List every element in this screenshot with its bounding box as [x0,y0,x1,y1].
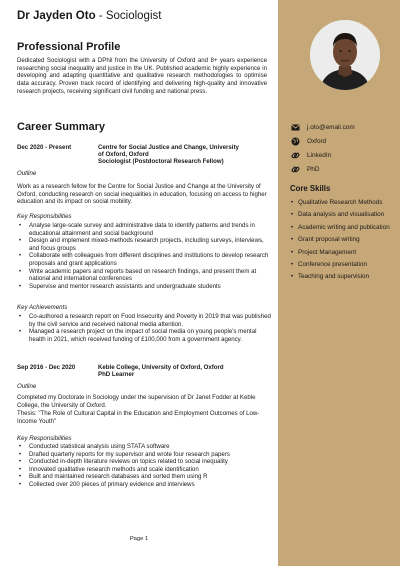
skill-item: • Data analysis and visualisation [291,211,396,218]
list-item: • Collaborate with colleagues from different disciplines and institutions to develop research proposals and grant applications [17,252,273,267]
list-item: • Conducted statistical analysis using STATA software [17,443,273,451]
list-item: • Collected over 200 pieces of primary evidence and interviews [17,481,273,489]
job-2-thesis: Thesis: "The Role of Cultural Capital in the Education and Employment Outcomes of Low-Income Youth" [17,410,260,425]
contact-email-text: j.oto@email.com [307,123,355,131]
list-item: • Write academic papers and reports based on research findings, and present them at national and international conferences [17,268,273,283]
skill-item: • Grant proposal writing [291,236,396,243]
contact-location [290,134,355,148]
job-2-org [98,364,268,378]
skill-item: • Academic writing and publication [291,224,396,231]
job-2-outline-label: Outline [17,383,37,390]
list-item: • Built and maintained research databases and sorted them using R [17,473,273,481]
portrait-image [310,20,380,90]
email-icon [290,122,300,132]
page-title [17,10,161,22]
title-separator: - [95,10,106,22]
job-2-outline: Completed my Doctorate in Sociology under the supervision of Dr Janet Fodder at Keble College, the University of Oxford. [17,394,256,409]
list-item: • Conducted in-depth literature reviews on topics related to social inequality [17,458,273,466]
list-item: • Drafted quarterly reports for my supervisor and wrote four research papers [17,451,273,459]
list-item: • Innovated qualitative research methods and scale identification [17,466,273,474]
globe-icon [290,136,300,146]
contact-linkedin-text: LinkedIn [307,151,332,159]
profile-text: Dedicated Sociologist with a DPhil from the University of Oxford and 8+ years experience researching social inequality and justice in the UK. Published academic highly experience in developing and adapting quantitative and qualitative research methodologies to optimise data accuracy. Proven track record of identifying and delivering high-quality and innovative research projects, receiving significant civil funding and national press. [17,57,267,95]
candidate-title: Sociologist [105,10,162,22]
list-item: • Managed a research project on the impact of social media on young people's mental health in 2021, which received funding of £100,000 from a government agency. [17,328,273,343]
skill-item: • Qualitative Research Methods [291,199,396,206]
contact-location-text: Oxford [307,137,327,145]
skill-item: • Conference presentation [291,261,396,268]
job-1-ach-label: Key Achievements [17,304,68,311]
job-2-resp-label: Key Responsibilities [17,435,72,442]
list-item: • Analyse large-scale survey and administrative data to identify patterns and trends in educational attainment and social background [17,222,273,237]
job-1-org-line2: of Oxford, Oxford [98,151,149,159]
contact-phd[interactable] [290,162,355,176]
contact-linkedin[interactable] [290,148,355,162]
job-1-org-line1: Centre for Social Justice and Change, University [98,144,239,151]
contact-phd-text: PhD [307,165,320,173]
job-1-achievements [17,313,273,343]
list-item: • Supervise and mentor research assistants and undergraduate students [17,283,273,291]
job-2-dates: Sep 2016 - Dec 2020 [17,364,76,371]
job-1-resp-label: Key Responsibilities [17,213,72,220]
job-2-role: PhD Learner [98,371,135,379]
skills-heading: Core Skills [290,184,331,193]
link-icon [290,150,300,160]
career-heading: Career Summary [17,121,106,133]
page-number: Page 1 [129,536,149,542]
link-icon [290,164,300,174]
job-2-responsibilities [17,443,273,489]
skill-item: • Teaching and supervision [291,273,396,280]
candidate-name: Dr Jayden Oto [17,10,96,22]
skill-item: • Project Management [291,249,396,256]
profile-photo [310,20,380,90]
list-item: • Design and implement mixed-methods research projects, including surveys, interviews, and focus groups [17,237,273,252]
job-1-outline-label: Outline [17,170,37,177]
list-item: • Co-authored a research report on Food Insecurity and Poverty in 2019 that was published by the civil service and received national media attention. [17,313,273,328]
job-1-dates: Dec 2020 - Present [17,144,72,151]
job-1-responsibilities [17,222,273,290]
contact-list [290,120,355,176]
skills-list [291,199,396,286]
profile-heading: Professional Profile [17,41,121,53]
job-1-org [98,144,268,166]
job-2-org-line1: Keble College, University of Oxford, Oxford [98,364,224,371]
job-1-outline: Work as a research fellow for the Centre for Social Justice and Change at the University of Oxford, conducting research on social inequalities in education, focusing on access to higher education and its impact on social mobility. [17,183,267,206]
job-1-role: Sociologist (Postdoctoral Research Fellow) [98,158,224,166]
contact-email[interactable] [290,120,355,134]
